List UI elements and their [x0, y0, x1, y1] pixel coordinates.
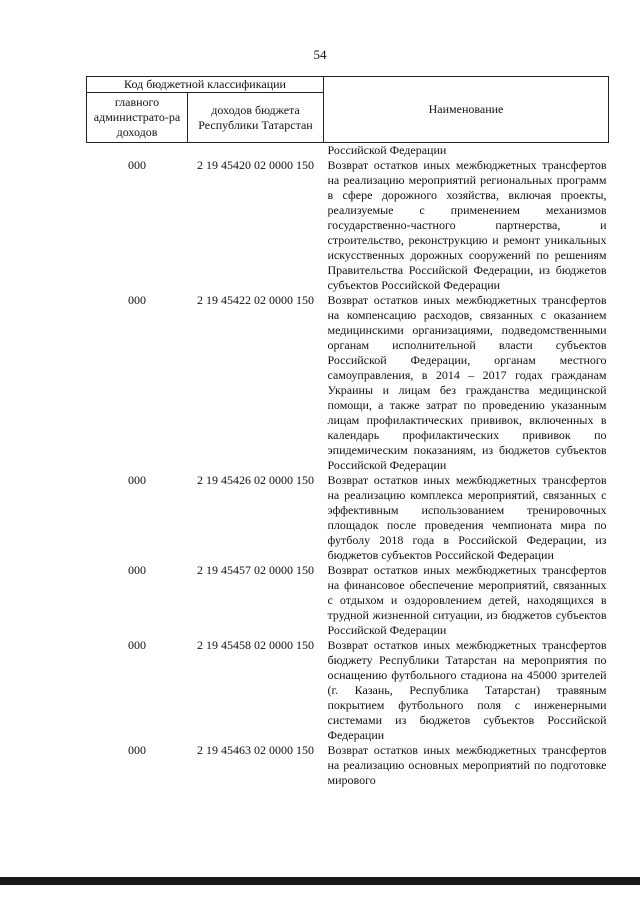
- table-row: [87, 638, 609, 743]
- cell-code: 2 19 45422 02 0000 150: [197, 293, 314, 307]
- table-row: [87, 743, 609, 788]
- cell-admin: 000: [128, 563, 146, 577]
- cell-name: Возврат остатков иных межбюджетных трансфертов на компенсацию расходов, связанных с оказанием медицинскими организациями, подведомственными органам исполнительной власти субъектов Российской Федерации, органам местного самоуправления, в 2014 – 2017 годах гражданам Украины и лицам без гражданства медицинской помощи, а также затрат по проведению указанным лицам профилактических прививок, включенных в календарь профилактических прививок по эпидемическим показаниям, из бюджетов субъектов Российской Федерации: [327, 293, 607, 472]
- page-number: 54: [313, 47, 327, 62]
- cell-code: 2 19 45426 02 0000 150: [197, 473, 314, 487]
- cell-name: Возврат остатков иных межбюджетных трансфертов на финансовое обеспечение мероприятий, связанных с отдыхом и оздоровлением детей, находящихся в трудной жизненной ситуации, из бюджетов субъектов Российской Федерации: [327, 563, 607, 637]
- table-row: [87, 158, 609, 293]
- cell-admin: 000: [128, 638, 146, 652]
- cell-code: 2 19 45420 02 0000 150: [197, 158, 314, 172]
- cell-admin: 000: [128, 158, 146, 172]
- table-row: [87, 293, 609, 473]
- cell-name: Российской Федерации: [327, 143, 447, 157]
- cell-name: Возврат остатков иных межбюджетных трансфертов на реализацию мероприятий региональных программ в сфере дорожного хозяйства, включая проекты, реализуемые с применением механизмов государственно-частного партнерства, и строительство, реконструкцию и ремонт уникальных искусственных дорожных сооружений по решениям Правительства Российской Федерации, из бюджетов субъектов Российской Федерации: [327, 158, 607, 292]
- cell-code: 2 19 45463 02 0000 150: [197, 743, 314, 757]
- budget-classification-table: [86, 76, 609, 788]
- header-income: доходов бюджета Республики Татарстан: [188, 93, 324, 143]
- cell-admin: 000: [128, 473, 146, 487]
- cell-name: Возврат остатков иных межбюджетных трансфертов на реализацию комплекса мероприятий, связанных с эффективным использованием тренировочных площадок после проведения чемпионата мира по футболу 2018 года в Российской Федерации, из бюджетов субъектов Российской Федерации: [327, 473, 607, 562]
- header-admin: главного администрато-ра доходов: [87, 93, 188, 143]
- header-budget-classification-code: Код бюджетной классификации: [87, 77, 324, 93]
- cell-name: Возврат остатков иных межбюджетных трансфертов бюджету Республики Татарстан на мероприятия по оснащению футбольного стадиона на 45000 зрителей (г. Казань, Республика Татарстан) травяным покрытием футбольного поля с инженерными системами из бюджетов субъектов Российской Федерации: [327, 638, 607, 742]
- cell-code: 2 19 45457 02 0000 150: [197, 563, 314, 577]
- cell-empty: [87, 143, 188, 159]
- cell-admin: 000: [128, 743, 146, 757]
- scan-edge-bar: [0, 877, 640, 885]
- table-row: [87, 563, 609, 638]
- cell-empty: [188, 143, 324, 159]
- cell-name: Возврат остатков иных межбюджетных трансфертов на реализацию основных мероприятий по подготовке мирового: [327, 743, 607, 787]
- header-name: Наименование: [324, 77, 609, 143]
- cell-admin: 000: [128, 293, 146, 307]
- cell-code: 2 19 45458 02 0000 150: [197, 638, 314, 652]
- table-row-continuation: [87, 143, 609, 159]
- table-row: [87, 473, 609, 563]
